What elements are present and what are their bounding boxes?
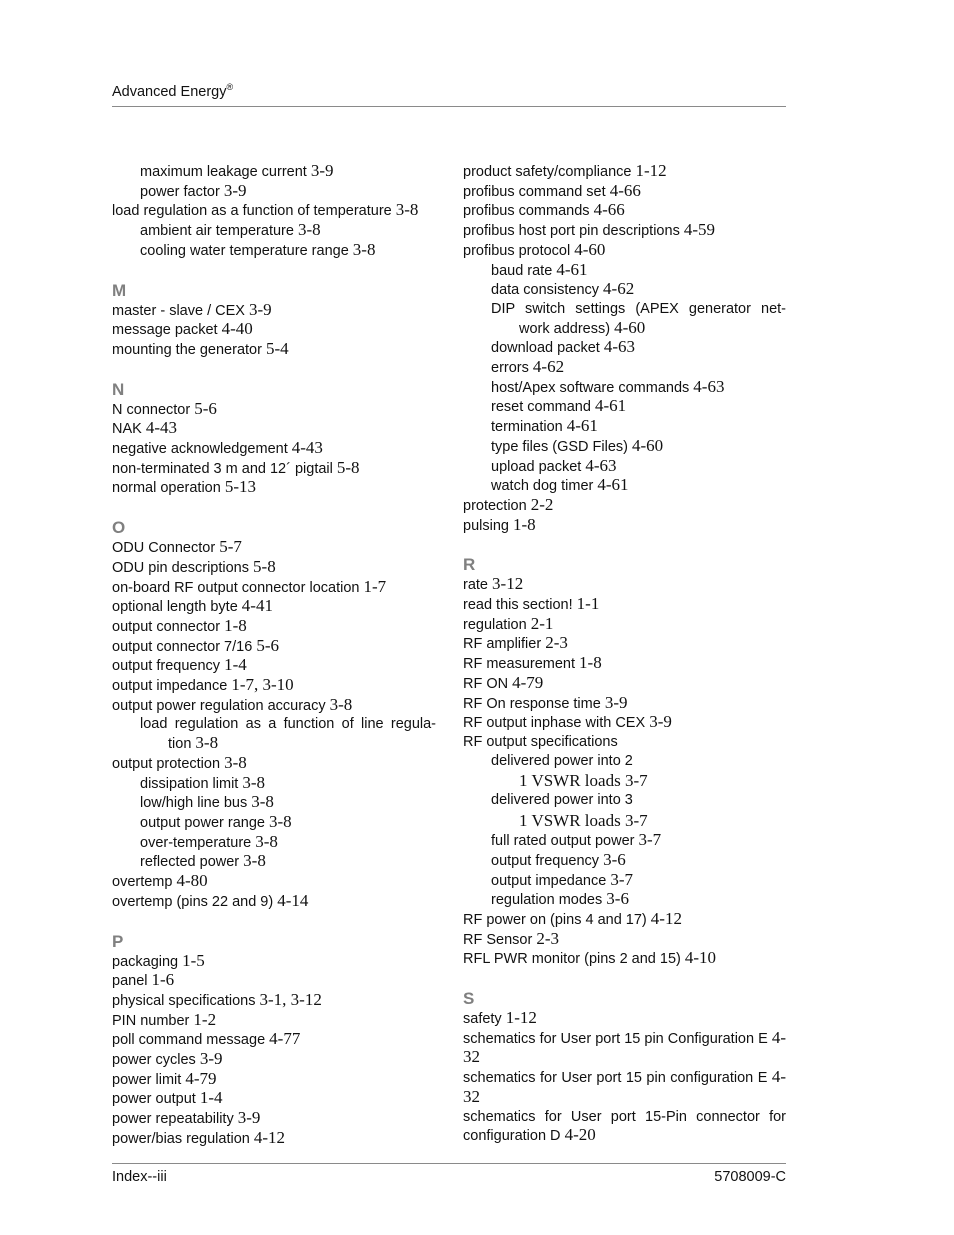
index-term: RF measurement [463, 656, 576, 673]
index-page-ref[interactable]: 4-32 [463, 1027, 786, 1067]
index-page-ref[interactable]: 1-12 [505, 1008, 537, 1028]
index-term: ODU Connector [112, 540, 216, 557]
index-page-ref[interactable]: 4-60 [632, 435, 664, 455]
index-subentry [463, 280, 786, 300]
index-subentry [112, 852, 436, 872]
index-term: profibus command set [463, 183, 606, 200]
index-subentry [463, 338, 786, 358]
index-term: low/high line bus [140, 795, 248, 812]
index-term: RF On response time [463, 695, 601, 712]
index-subentry [112, 833, 436, 853]
index-term: packaging [112, 953, 179, 970]
index-page-ref[interactable]: 3-6 [603, 849, 626, 869]
index-page-ref[interactable]: 4-41 [241, 596, 273, 616]
index-term: output power regulation accuracy [112, 697, 326, 714]
index-page-ref[interactable]: 3-9 [237, 1108, 261, 1128]
index-page-ref[interactable]: 3-8 [255, 831, 278, 851]
index-subentry [463, 752, 786, 771]
index-entry [463, 241, 786, 261]
index-entry [112, 971, 436, 991]
index-entry [112, 340, 436, 360]
index-term: termination [491, 419, 563, 436]
index-entry [463, 1009, 786, 1029]
index-term: schematics for User port 15-Pin connector for configuration D [463, 1108, 786, 1145]
index-subentry [463, 831, 786, 851]
index-entry [112, 1011, 436, 1031]
index-page-ref[interactable]: 4-66 [609, 180, 641, 200]
index-term: N connector [112, 401, 191, 418]
index-term: non-terminated 3 m and 12´ pigtail [112, 460, 333, 477]
index-term: errors [491, 360, 529, 377]
index-page-ref[interactable]: 4-59 [683, 220, 716, 240]
index-term: mounting the generator [112, 341, 262, 358]
index-letter-heading: O [112, 518, 126, 538]
index-page-ref[interactable]: 1-7, 3-10 [231, 675, 294, 695]
index-page-ref[interactable]: 4-79 [185, 1068, 217, 1088]
index-subentry [463, 261, 786, 281]
index-entry [463, 910, 786, 930]
index-term: PIN number [112, 1012, 190, 1029]
index-page-ref[interactable]: 4-12 [650, 908, 682, 928]
index-term: delivered power into 3 [491, 792, 633, 809]
index-column-right [463, 162, 786, 1146]
index-term: RF Sensor [463, 931, 533, 948]
index-entry [463, 575, 786, 595]
index-term: pulsing [463, 517, 509, 534]
index-page-ref[interactable]: 3-8 [329, 694, 353, 714]
index-term: message packet [112, 322, 218, 339]
index-term: output connector 7/16 [112, 638, 253, 655]
index-term: read this section! [463, 597, 573, 614]
index-entry [112, 892, 436, 912]
index-term: RF ON [463, 675, 509, 692]
index-term: watch dog timer [491, 478, 594, 495]
index-entry [112, 419, 436, 439]
index-page-ref[interactable]: 4-66 [593, 200, 625, 220]
index-term: maximum leakage current [140, 164, 307, 180]
index-subentry [463, 890, 786, 910]
index-term: schematics for User port 15 pin configuration E [463, 1070, 768, 1087]
index-page-ref[interactable]: 1-2 [193, 1009, 217, 1029]
index-page-ref[interactable]: 3-6 [606, 889, 629, 909]
index-page-ref[interactable]: 1-5 [182, 950, 205, 970]
index-page-ref[interactable]: 5-4 [265, 338, 289, 358]
index-entry [112, 1089, 436, 1109]
index-term: power cycles [112, 1052, 196, 1069]
index-page-ref[interactable]: 4-12 [253, 1127, 286, 1147]
index-term: output frequency [491, 852, 600, 869]
index-page-ref[interactable]: 3-7 [610, 869, 633, 889]
index-page-ref[interactable]: 4-62 [532, 357, 565, 377]
index-term: regulation [463, 616, 527, 633]
index-entry [463, 221, 786, 241]
index-entry [112, 1109, 436, 1129]
index-page-ref[interactable]: 1-7 [363, 576, 387, 596]
index-page-ref[interactable]: 4-61 [566, 416, 598, 436]
index-page-ref[interactable]: 3-8 [242, 772, 266, 792]
index-entry [463, 496, 786, 516]
index-entry [112, 597, 436, 617]
index-page-ref[interactable]: 4-14 [277, 890, 309, 910]
index-term: master - slave / CEX [112, 302, 245, 319]
index-page-ref[interactable]: 2-1 [530, 613, 554, 633]
index-page-ref[interactable]: 4-40 [221, 319, 253, 339]
index-page-ref[interactable]: 5-8 [336, 457, 360, 477]
index-page-ref[interactable]: 2-3 [536, 928, 560, 948]
index-entry [463, 674, 786, 694]
index-term: upload packet [491, 458, 582, 475]
index-entry [112, 991, 436, 1011]
index-entry [463, 1029, 786, 1068]
index-term: RF power on (pins 4 and 17) [463, 911, 647, 928]
index-page-ref[interactable]: 4-79 [512, 672, 544, 692]
index-entry [463, 1108, 786, 1146]
index-page-ref[interactable]: 3-8 [352, 239, 376, 259]
index-entry [463, 182, 786, 202]
index-page-ref[interactable]: 3-9 [649, 712, 672, 732]
index-entry [112, 538, 436, 558]
index-subentry [463, 397, 786, 417]
index-term: baud rate [491, 262, 553, 279]
index-term: ambient air temperature [140, 223, 294, 240]
index-term: power repeatability [112, 1111, 234, 1128]
index-term: download packet [491, 340, 600, 357]
index-page-ref[interactable]: 5-7 [219, 537, 242, 557]
index-entry [112, 400, 436, 420]
index-subentry [463, 770, 786, 791]
index-page-ref[interactable]: 4-63 [585, 455, 617, 475]
index-term: ODU pin descriptions [112, 559, 249, 576]
index-term: reset command [491, 399, 591, 416]
index-page-ref[interactable]: 3-8 [195, 733, 219, 753]
index-entry [463, 654, 786, 674]
index-page-ref[interactable]: 1-8 [512, 514, 536, 534]
index-entry [112, 617, 436, 637]
index-subentry [463, 300, 786, 338]
index-page-ref[interactable]: 3-9 [248, 299, 272, 319]
index-term: NAK [112, 421, 142, 438]
index-term: overtemp (pins 22 and 9) [112, 893, 274, 910]
index-page-ref[interactable]: 4-80 [176, 871, 208, 891]
index-page-ref[interactable]: 4-63 [693, 376, 725, 396]
index-entry [112, 872, 436, 892]
index-page-ref[interactable]: 1-8 [579, 653, 602, 673]
index-subentry [463, 851, 786, 871]
index-term: load regulation as a function of temperature [112, 203, 392, 220]
index-page-ref[interactable]: 1-8 [224, 615, 247, 635]
index-term: normal operation [112, 480, 221, 497]
index-page-ref[interactable]: 3-12 [492, 574, 524, 594]
index-letter-heading: R [463, 555, 476, 575]
index-entry [112, 478, 436, 498]
index-entry [463, 713, 786, 733]
index-term: power output [112, 1091, 196, 1108]
index-subentry [463, 791, 786, 810]
index-term: output impedance [112, 678, 228, 695]
index-term: over-temperature [140, 834, 252, 851]
index-entry [112, 696, 436, 716]
index-page-ref[interactable]: 3-8 [243, 851, 266, 871]
index-entry [463, 930, 786, 950]
index-term: load regulation as a function of line regula-tion [140, 716, 436, 753]
page-header [112, 82, 786, 107]
index-subentry [463, 457, 786, 477]
index-term: RFL PWR monitor (pins 2 and 15) [463, 951, 681, 968]
index-subentry [463, 378, 786, 398]
index-entry [463, 949, 786, 969]
index-entry [112, 459, 436, 479]
index-subentry [463, 810, 786, 831]
index-term: profibus protocol [463, 242, 571, 259]
index-entry [112, 656, 436, 676]
index-entry [112, 1030, 436, 1050]
index-page-ref[interactable]: 1-4 [199, 1088, 223, 1108]
index-page-ref[interactable]: 4-43 [291, 438, 323, 458]
index-term: RF output specifications [463, 733, 618, 750]
index-page-ref[interactable]: 4-61 [594, 396, 627, 416]
index-entry [463, 162, 786, 182]
index-letter-heading: S [463, 989, 475, 1009]
index-term: delivered power into 2 [491, 752, 633, 769]
index-page-ref[interactable]: 1-6 [151, 970, 175, 990]
index-page-ref[interactable]: 1-4 [224, 655, 247, 675]
index-entry [463, 733, 786, 752]
index-page-ref[interactable]: 5-6 [194, 398, 217, 418]
index-entry [112, 558, 436, 578]
index-entry [112, 301, 436, 321]
index-term: poll command message [112, 1032, 266, 1049]
index-page-ref[interactable]: 3-7 [638, 830, 662, 850]
index-page-ref[interactable]: 3-7 [624, 811, 648, 831]
index-term: output frequency [112, 658, 221, 675]
index-term: RF amplifier [463, 636, 542, 653]
index-subentry [112, 241, 436, 261]
index-entry [112, 1070, 436, 1090]
index-entry [463, 634, 786, 654]
index-term: dissipation limit [140, 775, 239, 792]
index-term: on-board RF output connector location [112, 579, 360, 596]
index-letter-heading: P [112, 931, 124, 951]
footer-page-label: Index--iii [112, 1169, 167, 1185]
index-subentry [463, 437, 786, 457]
index-entry [112, 439, 436, 459]
index-subentry [112, 182, 436, 202]
index-page-ref[interactable]: 2-2 [530, 494, 554, 514]
index-page-ref[interactable]: 4-61 [597, 475, 629, 495]
index-subentry [112, 221, 436, 241]
index-entry [112, 754, 436, 774]
index-entry [112, 1129, 436, 1149]
index-subentry [112, 813, 436, 833]
index-term: output connector [112, 618, 221, 635]
index-page-ref[interactable]: 4-43 [145, 418, 178, 438]
index-term: profibus commands [463, 203, 590, 220]
index-entry [463, 516, 786, 536]
index-term: type files (GSD Files) [491, 438, 628, 455]
index-term: cooling water temperature range [140, 242, 349, 259]
index-subentry [112, 715, 436, 753]
registered-mark: ® [226, 82, 234, 92]
index-term: optional length byte [112, 599, 238, 616]
index-page-ref[interactable]: 1-1 [576, 594, 600, 614]
index-page-ref[interactable]: 4-60 [574, 239, 606, 259]
header-brand: Advanced Energy [112, 84, 227, 100]
index-term: reflected power [140, 854, 240, 871]
index-term: schematics for User port 15 pin Configuration E [463, 1030, 768, 1047]
index-entry [463, 615, 786, 635]
index-subentry [112, 793, 436, 813]
index-page-ref[interactable]: 4-63 [603, 337, 636, 357]
index-term: 1 VSWR loads [519, 811, 621, 831]
index-term: 1 VSWR loads [519, 771, 621, 791]
index-page-ref[interactable]: 4-20 [564, 1125, 596, 1145]
index-term: rate [463, 577, 488, 594]
index-term: RF output inphase with CEX [463, 715, 646, 732]
footer-document-number: 5708009-C [714, 1169, 786, 1185]
index-term: profibus host port pin descriptions [463, 223, 680, 240]
index-page-ref[interactable]: 1-12 [635, 161, 667, 180]
index-term: negative acknowledgement [112, 441, 288, 458]
index-page-ref[interactable]: 4-10 [684, 948, 717, 968]
index-entry [463, 595, 786, 615]
index-subentry [463, 417, 786, 437]
index-page-ref[interactable]: 3-8 [268, 811, 292, 831]
index-term: protection [463, 497, 527, 514]
index-entry [463, 694, 786, 714]
index-entry [112, 320, 436, 340]
index-entry [112, 578, 436, 598]
index-term: host/Apex software commands [491, 379, 690, 396]
index-page-ref[interactable]: 4-77 [269, 1029, 301, 1049]
index-page-ref[interactable]: 3-9 [223, 180, 247, 200]
index-term: power/bias regulation [112, 1130, 250, 1147]
index-subentry [112, 774, 436, 794]
index-page-ref[interactable]: 4-32 [463, 1067, 786, 1106]
index-entry [463, 201, 786, 221]
index-page-ref[interactable]: 5-6 [256, 635, 279, 655]
index-subentry [463, 871, 786, 891]
index-page-ref[interactable]: 5-8 [253, 556, 276, 576]
index-page-ref[interactable]: 3-9 [199, 1049, 223, 1069]
index-column-left [112, 162, 436, 1149]
index-term: panel [112, 973, 148, 990]
index-entry [112, 952, 436, 972]
index-subentry [463, 476, 786, 496]
index-subentry [112, 162, 436, 182]
index-entry [463, 1068, 786, 1107]
index-page-ref[interactable]: 4-62 [603, 279, 635, 299]
index-subentry [463, 358, 786, 378]
index-term: output power range [140, 814, 265, 831]
index-page-ref[interactable]: 5-13 [224, 477, 257, 497]
index-term: full rated output power [491, 833, 635, 850]
index-entry [112, 1050, 436, 1070]
index-term: output protection [112, 755, 221, 772]
index-page-ref[interactable]: 3-9 [310, 161, 334, 180]
page-footer [112, 1163, 786, 1185]
index-page-ref[interactable]: 3-7 [624, 771, 648, 791]
index-term: safety [463, 1011, 502, 1028]
index-term: DIP switch settings (APEX generator net-work address) [491, 300, 786, 337]
index-term: power limit [112, 1071, 182, 1088]
index-page-ref[interactable]: 3-9 [604, 692, 628, 712]
index-page-ref[interactable]: 3-1, 3-12 [259, 989, 322, 1009]
index-term: power factor [140, 183, 220, 200]
index-term: physical specifications [112, 992, 256, 1009]
index-entry [112, 637, 436, 657]
index-term: output impedance [491, 872, 607, 889]
index-entry [112, 201, 436, 221]
index-page-ref[interactable]: 3-8 [395, 200, 419, 220]
index-page-ref[interactable]: 2-3 [545, 633, 568, 653]
index-page-ref[interactable]: 3-8 [251, 792, 274, 812]
index-page-ref[interactable]: 3-8 [297, 220, 321, 240]
index-entry [112, 676, 436, 696]
index-term: data consistency [491, 282, 600, 299]
index-letter-heading: M [112, 280, 127, 300]
index-term: product safety/compliance [463, 164, 632, 180]
index-letter-heading: N [112, 379, 125, 399]
index-term: overtemp [112, 874, 173, 891]
index-page-ref[interactable]: 3-8 [224, 752, 247, 772]
index-term: regulation modes [491, 892, 603, 909]
index-page-ref[interactable]: 4-60 [614, 317, 646, 337]
index-page-ref[interactable]: 4-61 [556, 259, 588, 279]
